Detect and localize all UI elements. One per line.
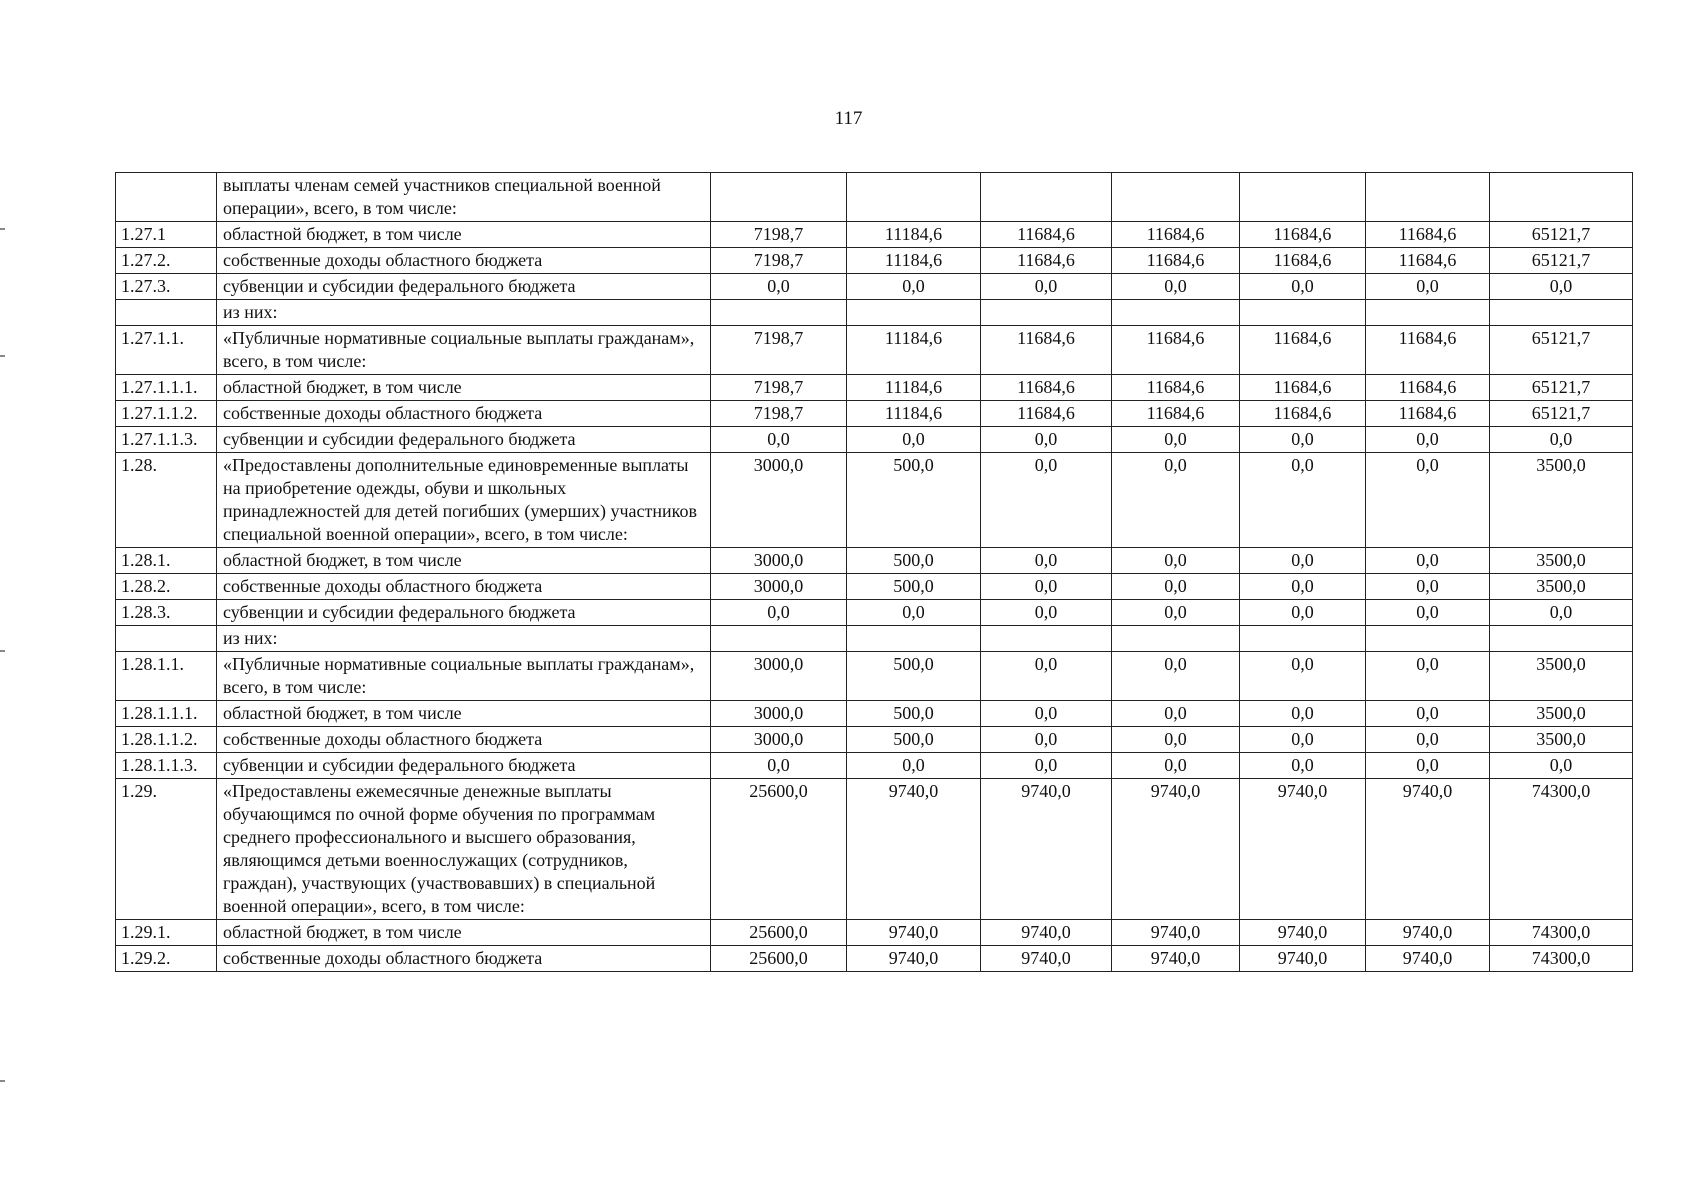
row-code — [116, 173, 217, 222]
row-code: 1.28.1.1. — [116, 652, 217, 701]
row-value: 7198,7 — [711, 222, 847, 248]
row-value: 3500,0 — [1490, 548, 1633, 574]
row-value — [981, 173, 1112, 222]
row-code: 1.28.1. — [116, 548, 217, 574]
row-value: 0,0 — [1240, 574, 1366, 600]
row-value: 0,0 — [1240, 600, 1366, 626]
row-value: 0,0 — [1366, 548, 1490, 574]
row-code: 1.27.1.1.1. — [116, 375, 217, 401]
row-value: 11684,6 — [1240, 326, 1366, 375]
row-value: 11684,6 — [981, 375, 1112, 401]
row-value: 0,0 — [1490, 274, 1633, 300]
row-value: 0,0 — [1240, 274, 1366, 300]
row-value: 11684,6 — [1366, 248, 1490, 274]
row-value: 0,0 — [1240, 727, 1366, 753]
row-value: 0,0 — [1112, 453, 1240, 548]
row-description: собственные доходы областного бюджета — [217, 727, 711, 753]
row-value: 0,0 — [981, 701, 1112, 727]
row-code: 1.27.1 — [116, 222, 217, 248]
row-value — [1366, 300, 1490, 326]
margin-mark — [0, 650, 5, 652]
row-value: 11684,6 — [1366, 326, 1490, 375]
row-value: 0,0 — [847, 427, 981, 453]
row-value: 65121,7 — [1490, 401, 1633, 427]
table-body — [116, 173, 1633, 972]
row-description: из них: — [217, 300, 711, 326]
row-value: 11184,6 — [847, 375, 981, 401]
row-value: 500,0 — [847, 701, 981, 727]
row-value: 0,0 — [1112, 274, 1240, 300]
row-description: собственные доходы областного бюджета — [217, 401, 711, 427]
table-row — [116, 946, 1633, 972]
row-code: 1.29.2. — [116, 946, 217, 972]
row-code: 1.27.1.1. — [116, 326, 217, 375]
row-value: 0,0 — [1112, 652, 1240, 701]
table-row — [116, 626, 1633, 652]
row-code: 1.28.1.1.1. — [116, 701, 217, 727]
row-value — [1112, 626, 1240, 652]
table-row — [116, 548, 1633, 574]
row-code — [116, 300, 217, 326]
margin-mark — [0, 355, 5, 357]
row-code: 1.28. — [116, 453, 217, 548]
row-value: 500,0 — [847, 727, 981, 753]
row-value: 0,0 — [1366, 574, 1490, 600]
row-value: 9740,0 — [1366, 920, 1490, 946]
row-value: 0,0 — [1112, 600, 1240, 626]
row-value: 0,0 — [1366, 701, 1490, 727]
row-value: 11684,6 — [1112, 326, 1240, 375]
row-value: 3000,0 — [711, 453, 847, 548]
row-code: 1.28.3. — [116, 600, 217, 626]
row-value: 3500,0 — [1490, 574, 1633, 600]
row-value — [711, 300, 847, 326]
row-description: областной бюджет, в том числе — [217, 222, 711, 248]
row-code: 1.29.1. — [116, 920, 217, 946]
row-value — [1112, 173, 1240, 222]
row-value: 0,0 — [1112, 753, 1240, 779]
row-value: 11684,6 — [1366, 222, 1490, 248]
row-value: 11184,6 — [847, 401, 981, 427]
table-row — [116, 173, 1633, 222]
row-description: субвенции и субсидии федерального бюджета — [217, 753, 711, 779]
row-description: собственные доходы областного бюджета — [217, 574, 711, 600]
row-value: 0,0 — [981, 727, 1112, 753]
row-value: 74300,0 — [1490, 779, 1633, 920]
row-value: 65121,7 — [1490, 375, 1633, 401]
row-code: 1.28.1.1.3. — [116, 753, 217, 779]
row-value: 0,0 — [1366, 727, 1490, 753]
row-value: 9740,0 — [1112, 779, 1240, 920]
row-value — [981, 300, 1112, 326]
row-value: 11684,6 — [1366, 401, 1490, 427]
row-value: 0,0 — [1490, 427, 1633, 453]
table-row — [116, 222, 1633, 248]
row-value: 500,0 — [847, 548, 981, 574]
row-description: собственные доходы областного бюджета — [217, 946, 711, 972]
row-value: 9740,0 — [847, 946, 981, 972]
row-value: 0,0 — [1366, 600, 1490, 626]
row-value — [1366, 173, 1490, 222]
row-value: 0,0 — [1112, 427, 1240, 453]
row-description: областной бюджет, в том числе — [217, 701, 711, 727]
row-value: 0,0 — [981, 274, 1112, 300]
row-value: 0,0 — [1366, 274, 1490, 300]
row-description: «Предоставлены дополнительные единовременные выплаты на приобретение одежды, обуви и школьных принадлежностей для детей погибших (умерших) участников специальной военной операции», всего, в том числе: — [217, 453, 711, 548]
row-value: 74300,0 — [1490, 920, 1633, 946]
table-row — [116, 274, 1633, 300]
row-value: 0,0 — [847, 753, 981, 779]
row-value: 0,0 — [1240, 652, 1366, 701]
row-value: 11684,6 — [1112, 401, 1240, 427]
row-value: 7198,7 — [711, 326, 847, 375]
row-value — [847, 173, 981, 222]
row-value: 0,0 — [1240, 453, 1366, 548]
row-value: 7198,7 — [711, 375, 847, 401]
row-value: 11684,6 — [1112, 222, 1240, 248]
row-value: 0,0 — [981, 753, 1112, 779]
row-description: «Публичные нормативные социальные выплаты гражданам», всего, в том числе: — [217, 652, 711, 701]
row-value: 11684,6 — [1112, 248, 1240, 274]
row-value: 0,0 — [847, 274, 981, 300]
row-description: субвенции и субсидии федерального бюджета — [217, 427, 711, 453]
table-row — [116, 574, 1633, 600]
row-value: 3500,0 — [1490, 652, 1633, 701]
row-value: 9740,0 — [1240, 920, 1366, 946]
row-value — [1240, 173, 1366, 222]
row-value: 0,0 — [1240, 548, 1366, 574]
row-code: 1.27.1.1.3. — [116, 427, 217, 453]
row-value — [1490, 626, 1633, 652]
row-value: 0,0 — [981, 600, 1112, 626]
row-value: 0,0 — [1112, 574, 1240, 600]
row-value: 9740,0 — [981, 946, 1112, 972]
row-value: 0,0 — [981, 453, 1112, 548]
row-description: областной бюджет, в том числе — [217, 375, 711, 401]
row-value: 0,0 — [1112, 701, 1240, 727]
row-value: 3000,0 — [711, 652, 847, 701]
row-value: 3000,0 — [711, 701, 847, 727]
row-value: 11684,6 — [1240, 401, 1366, 427]
row-value: 0,0 — [981, 652, 1112, 701]
row-value: 500,0 — [847, 574, 981, 600]
row-description: областной бюджет, в том числе — [217, 548, 711, 574]
row-value: 7198,7 — [711, 401, 847, 427]
row-value — [1490, 300, 1633, 326]
row-value: 0,0 — [1366, 652, 1490, 701]
row-value: 9740,0 — [981, 779, 1112, 920]
row-value: 0,0 — [1112, 727, 1240, 753]
row-value: 11684,6 — [1366, 375, 1490, 401]
row-value: 9740,0 — [1112, 920, 1240, 946]
row-description: «Предоставлены ежемесячные денежные выплаты обучающимся по очной форме обучения по программам среднего профессионального и высшего образования, являющимся детьми военнослужащих (сотрудников, граждан), участвующих (участвовавших) в специальной военной операции», всего, в том числе: — [217, 779, 711, 920]
row-value: 0,0 — [711, 427, 847, 453]
row-value: 500,0 — [847, 453, 981, 548]
row-value: 11184,6 — [847, 222, 981, 248]
row-value: 500,0 — [847, 652, 981, 701]
row-description: субвенции и субсидии федерального бюджета — [217, 274, 711, 300]
row-value: 11684,6 — [981, 248, 1112, 274]
row-value: 25600,0 — [711, 779, 847, 920]
row-value: 11684,6 — [981, 222, 1112, 248]
row-value: 11684,6 — [1112, 375, 1240, 401]
row-value: 0,0 — [847, 600, 981, 626]
budget-table — [115, 172, 1633, 972]
row-description: «Публичные нормативные социальные выплаты гражданам», всего, в том числе: — [217, 326, 711, 375]
row-value: 0,0 — [981, 574, 1112, 600]
row-description: выплаты членам семей участников специальной военной операции», всего, в том числе: — [217, 173, 711, 222]
row-value: 0,0 — [711, 753, 847, 779]
table-row — [116, 701, 1633, 727]
margin-mark — [0, 228, 5, 230]
margin-mark — [0, 1080, 5, 1082]
row-code: 1.27.3. — [116, 274, 217, 300]
row-code: 1.28.1.1.2. — [116, 727, 217, 753]
row-value: 65121,7 — [1490, 326, 1633, 375]
row-value: 0,0 — [1366, 427, 1490, 453]
row-value: 3000,0 — [711, 727, 847, 753]
row-value: 7198,7 — [711, 248, 847, 274]
table-row — [116, 727, 1633, 753]
table-row — [116, 753, 1633, 779]
row-value: 11684,6 — [981, 326, 1112, 375]
row-value: 25600,0 — [711, 946, 847, 972]
row-value: 9740,0 — [847, 920, 981, 946]
row-value: 11184,6 — [847, 326, 981, 375]
row-code: 1.27.2. — [116, 248, 217, 274]
row-code: 1.27.1.1.2. — [116, 401, 217, 427]
row-description: из них: — [217, 626, 711, 652]
row-value — [981, 626, 1112, 652]
row-value: 3000,0 — [711, 548, 847, 574]
row-value — [1240, 300, 1366, 326]
row-value: 9740,0 — [1366, 779, 1490, 920]
table-row — [116, 600, 1633, 626]
row-code: 1.29. — [116, 779, 217, 920]
row-value: 3500,0 — [1490, 727, 1633, 753]
table-row — [116, 248, 1633, 274]
row-value: 9740,0 — [981, 920, 1112, 946]
row-value: 3500,0 — [1490, 701, 1633, 727]
table-row — [116, 401, 1633, 427]
row-value: 0,0 — [1112, 548, 1240, 574]
table-row — [116, 375, 1633, 401]
row-description: областной бюджет, в том числе — [217, 920, 711, 946]
row-value: 65121,7 — [1490, 248, 1633, 274]
page-number: 117 — [834, 108, 863, 129]
table-row — [116, 779, 1633, 920]
row-value — [1240, 626, 1366, 652]
row-value: 9740,0 — [847, 779, 981, 920]
row-value: 65121,7 — [1490, 222, 1633, 248]
table-row — [116, 300, 1633, 326]
row-description: собственные доходы областного бюджета — [217, 248, 711, 274]
row-value — [711, 173, 847, 222]
row-value: 0,0 — [1240, 701, 1366, 727]
table-row — [116, 920, 1633, 946]
row-value: 74300,0 — [1490, 946, 1633, 972]
row-value: 11684,6 — [981, 401, 1112, 427]
row-value: 0,0 — [711, 600, 847, 626]
row-value: 0,0 — [1366, 753, 1490, 779]
row-value — [711, 626, 847, 652]
table-row — [116, 427, 1633, 453]
row-value: 0,0 — [1490, 600, 1633, 626]
row-value — [847, 300, 981, 326]
row-value: 0,0 — [1490, 753, 1633, 779]
row-value: 0,0 — [1240, 753, 1366, 779]
row-code — [116, 626, 217, 652]
row-value — [1490, 173, 1633, 222]
row-value: 11684,6 — [1240, 375, 1366, 401]
table-row — [116, 326, 1633, 375]
row-value — [847, 626, 981, 652]
row-value: 3500,0 — [1490, 453, 1633, 548]
row-value: 0,0 — [711, 274, 847, 300]
row-value: 11684,6 — [1240, 222, 1366, 248]
row-value: 9740,0 — [1240, 779, 1366, 920]
row-value: 0,0 — [981, 548, 1112, 574]
row-value: 9740,0 — [1240, 946, 1366, 972]
row-value — [1112, 300, 1240, 326]
row-value: 0,0 — [1366, 453, 1490, 548]
row-code: 1.28.2. — [116, 574, 217, 600]
row-value: 0,0 — [1240, 427, 1366, 453]
row-value: 25600,0 — [711, 920, 847, 946]
row-value: 11684,6 — [1240, 248, 1366, 274]
row-value: 0,0 — [981, 427, 1112, 453]
row-value: 11184,6 — [847, 248, 981, 274]
table-row — [116, 453, 1633, 548]
row-value: 9740,0 — [1366, 946, 1490, 972]
row-description: субвенции и субсидии федерального бюджета — [217, 600, 711, 626]
row-value — [1366, 626, 1490, 652]
row-value: 9740,0 — [1112, 946, 1240, 972]
table-row — [116, 652, 1633, 701]
row-value: 3000,0 — [711, 574, 847, 600]
